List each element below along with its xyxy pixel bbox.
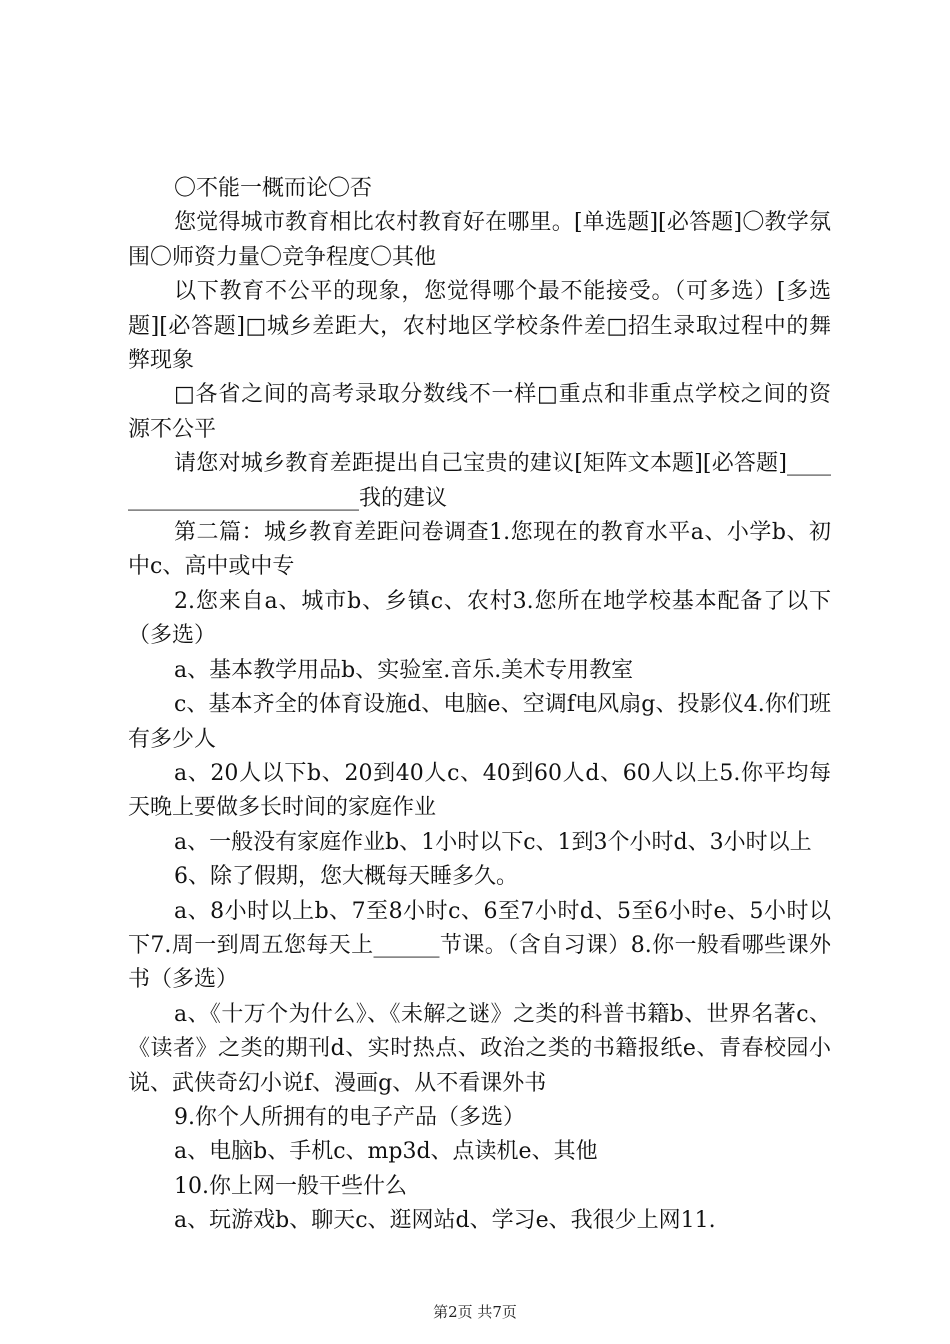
paragraph-14: a、《十万个为什么》、《未解之谜》之类的科普书籍b、世界名著c、《读者》之类的期刊d、实时热点、政治之类的书籍报纸e、青春校园小说、武侠奇幻小说f、漫画g、从不看课外书 xyxy=(128,1001,831,1096)
paragraph-12: 6、除了假期，您大概每天睡多久。 xyxy=(174,864,518,890)
paragraph-2: 您觉得城市教育相比农村教育好在哪里。[单选题][必答题]〇教学氛围〇师资力量〇竞争程度〇其他 xyxy=(128,210,831,270)
paragraph-10: a、20人以下b、20到40人c、40到60人d、60人以上5.你平均每天晚上要做多长时间的家庭作业 xyxy=(128,760,831,821)
paragraph-5: 请您对城乡教育差距提出自己宝贵的建议[矩阵文本题][必答题]_________________________我的建议 xyxy=(128,451,831,511)
paragraph-6: 第二篇：城乡教育差距问卷调查1.您现在的教育水平a、小学b、初中c、高中或中专 xyxy=(128,520,831,580)
paragraph-18: a、玩游戏b、聊天c、逛网站d、学习e、我很少上网11. xyxy=(174,1208,716,1234)
paragraph-4: □各省之间的高考录取分数线不一样□重点和非重点学校之间的资源不公平 xyxy=(128,382,831,442)
paragraph-16: a、电脑b、手机c、mp3d、点读机e、其他 xyxy=(174,1139,598,1165)
paragraph-17: 10.你上网一般干些什么 xyxy=(174,1173,407,1199)
paragraph-3: 以下教育不公平的现象，您觉得哪个最不能接受。（可多选）[多选题][必答题]□城乡差距大，农村地区学校条件差□招生录取过程中的舞弊现象 xyxy=(128,279,831,374)
paragraph-15: 9.你个人所拥有的电子产品（多选） xyxy=(174,1104,525,1130)
paragraph-9: c、基本齐全的体育设施d、电脑e、空调f电风扇g、投影仪4.你们班有多少人 xyxy=(128,692,831,752)
paragraph-11: a、一般没有家庭作业b、1小时以下c、1到3个小时d、3小时以上 xyxy=(174,829,812,855)
paragraph-7: 2.您来自a、城市b、乡镇c、农村3.您所在地学校基本配备了以下（多选） xyxy=(128,588,831,649)
paragraph-8: a、基本教学用品b、实验室.音乐.美术专用教室 xyxy=(174,657,634,683)
page-footer: 第2页 共7页 xyxy=(433,1303,517,1321)
body-text xyxy=(128,172,831,1239)
paragraph-1: 〇不能一概而论〇否 xyxy=(174,176,373,201)
paragraph-13: a、8小时以上b、7至8小时c、6至7小时d、5至6小时e、5小时以下7.周一到周五您每天上______节课。（含自习课）8.你一般看哪些课外书（多选） xyxy=(128,898,831,993)
